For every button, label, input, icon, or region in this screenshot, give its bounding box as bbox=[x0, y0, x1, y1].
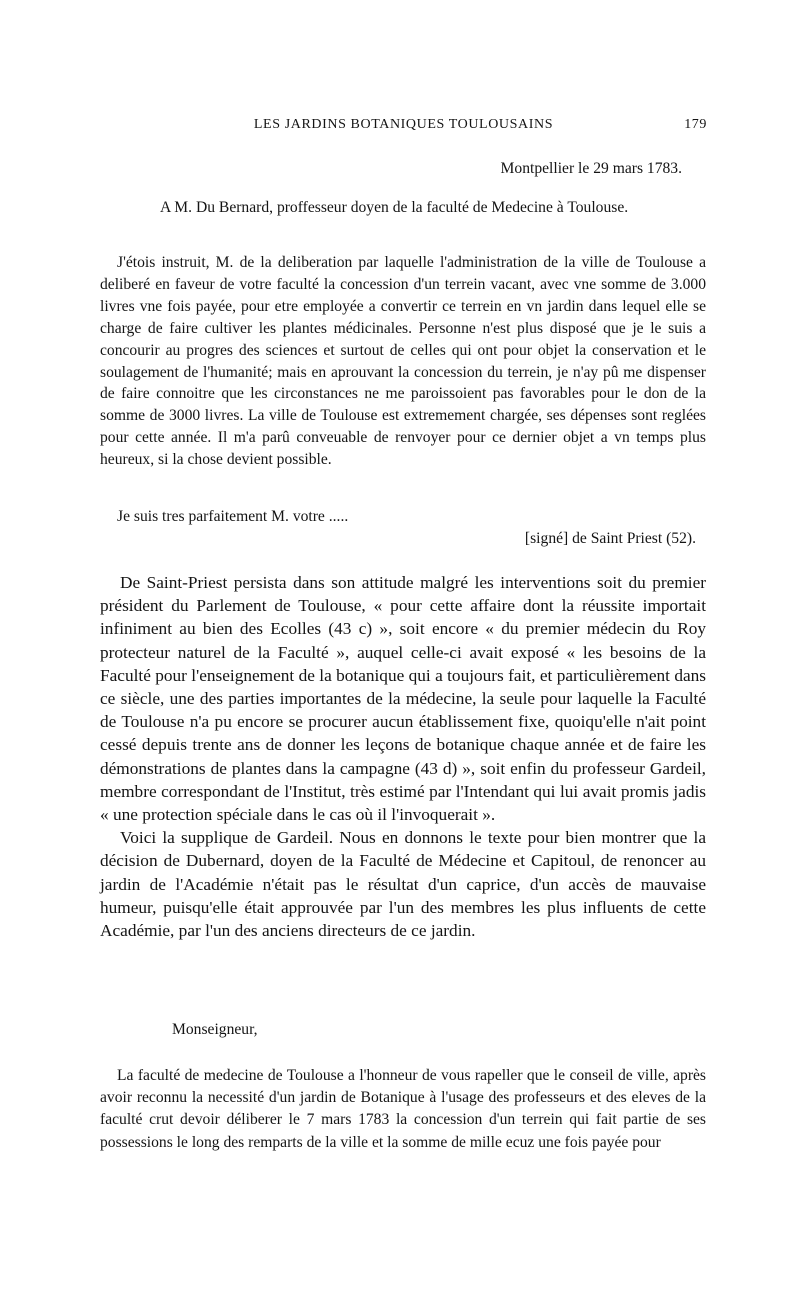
letter-body: J'étois instruit, M. de la deliberation par laquelle l'administration de la ville de Toulouse a deliberé en faveur de votre faculté la concession d'un terrein vacant, avec vne somme de 3.000 livres vne fois payée, pour etre employée a convertir ce terrein en vn jardin dans lequel elle se charge de faire cultiver les plantes médicinales. Personne n'est plus disposé que je le suis a concourir au progres des sciences et surtout de celles qui ont pour objet la conservation et le soulagement de l'humanité; mais en aprouvant la concession du terrein, je n'ay pû me dispenser de faire connoitre que les circonstances ne me paroissoient pas favorables pour le don de la somme de 3000 livres. La ville de Toulouse est extremement chargée, ses dépenses sont reglées pour cette année. Il m'a parû conveuable de renvoyer pour ce dernier objet a vn temps plus heureux, si la chose devient possible. bbox=[100, 254, 706, 469]
main-text bbox=[100, 571, 706, 942]
running-title: LES JARDINS BOTANIQUES TOULOUSAINS bbox=[253, 117, 554, 132]
letter-dateline: Montpellier le 29 mars 1783. bbox=[500, 160, 682, 177]
main-paragraph: Voici la supplique de Gardeil. Nous en donnons le texte pour bien montrer que la décision de Dubernard, doyen de la Faculté de Médecine et Capitoul, de renoncer au jardin de l'Académie n'était pas le résultat d'un caprice, d'un accès de mauvaise humeur, puisqu'elle était approuvée par l'un des membres les plus influents de cette Académie, par l'un des anciens directeurs de ce jardin. bbox=[100, 828, 706, 941]
page-number: 179 bbox=[684, 117, 707, 132]
letter-addressee: A M. Du Bernard, proffesseur doyen de la faculté de Medecine à Toulouse. bbox=[160, 199, 629, 216]
running-head bbox=[100, 117, 707, 137]
letter-closing: Je suis tres parfaitement M. votre ..... bbox=[117, 508, 349, 525]
letter-addressee-block bbox=[100, 197, 706, 219]
petition-body-block bbox=[100, 1065, 706, 1154]
petition-salutation: Monseigneur, bbox=[172, 1021, 258, 1038]
letter-body-block bbox=[100, 252, 706, 471]
letter-signature: [signé] de Saint Priest (52). bbox=[524, 529, 696, 547]
letter-closing-block bbox=[100, 506, 706, 550]
main-paragraph: De Saint-Priest persista dans son attitude malgré les interventions soit du premier président du Parlement de Toulouse, « pour cette affaire dont la réussite importait infiniment au bien des Ecolles (43 c) », soit encore « du premier médecin du Roy protecteur naturel de la Faculté », auquel celle-ci avait exposé « les besoins de la Faculté pour l'enseignement de la botanique qui a toujours fait, et particulièrement dans ce siècle, une des parties importantes de la médecine, la seule pour laquelle la Faculté de Toulouse n'a pu encore se procurer aucun établissement fixe, quoiqu'elle n'ait point cessé depuis trente ans de donner les leçons de botanique chaque année et de faire les démonstrations de plantes dans la campagne (43 d) », soit enfin du professeur Gardeil, membre correspondant de l'Institut, très estimé par l'Intendant qui lui avait promis jadis « une protection spéciale dans le cas où il l'invoquerait ». bbox=[100, 573, 706, 825]
petition-body: La faculté de medecine de Toulouse a l'honneur de vous rapeller que le conseil de ville, après avoir reconnu la necessité d'un jardin de Botanique à l'usage des professeurs et des eleves de la faculté crut devoir déliberer le 7 mars 1783 la concession d'un terrein qui fait partie de ses possessions le long des remparts de la ville et la somme de mille ecuz une fois payée pour bbox=[100, 1067, 706, 1151]
